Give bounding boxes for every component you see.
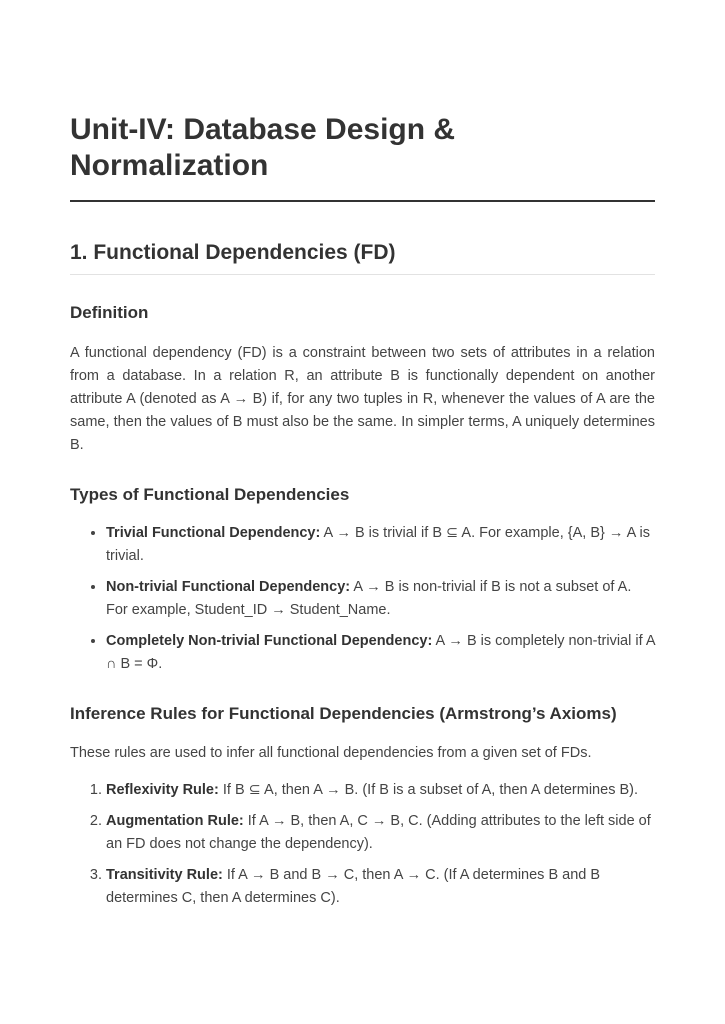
list-item-text: If A → B and B → C, then A → C. (If A determines B and B determines C, then A determines C). (106, 867, 601, 907)
subheading-inference-rules: Inference Rules for Functional Dependencies (Armstrong’s Axioms) (70, 703, 617, 723)
page-title: Unit-IV: Database Design & Normalization (70, 112, 655, 202)
list-item-term: Augmentation Rule: (106, 813, 244, 830)
list-item (106, 630, 655, 676)
inference-rules-list (70, 779, 655, 910)
subheading-definition: Definition (70, 303, 149, 323)
list-item-text: A → B is trivial if B ⊆ A. For example, {A, B} → A is trivial. (106, 524, 650, 564)
definition-paragraph: A functional dependency (FD) is a constraint between two sets of attributes in a relation from a database. In a relation R, an attribute B is functionally dependent on another attribute A (denoted as A → B) if, for any two tuples in R, whenever the values of A are the same, then the values of B must also be the same. In simpler terms, A uniquely determines B. (70, 344, 655, 453)
list-item-term: Completely Non-trivial Functional Dependency: (106, 632, 433, 649)
section-heading-functional-dependencies: 1. Functional Dependencies (FD) (70, 240, 655, 275)
list-item (106, 864, 655, 910)
list-item (106, 522, 655, 568)
list-item (106, 779, 655, 802)
list-item-term: Transitivity Rule: (106, 867, 223, 884)
list-item-text: If B ⊆ A, then A → B. (If B is a subset of A, then A determines B). (218, 782, 638, 799)
types-list (70, 522, 655, 676)
list-item (106, 810, 655, 856)
list-item-term: Trivial Functional Dependency: (106, 524, 321, 541)
list-item-text: A → B is non-trivial if B is not a subset of A. For example, Student_ID → Student_Name. (106, 578, 632, 618)
list-item-text: A → B is completely non-trivial if A ∩ B = Φ. (106, 632, 655, 672)
list-item-term: Non-trivial Functional Dependency: (106, 578, 351, 595)
subheading-types: Types of Functional Dependencies (70, 484, 350, 504)
list-item-term: Reflexivity Rule: (106, 782, 219, 799)
list-item-text: If A → B, then A, C → B, C. (Adding attributes to the left side of an FD does not change the dependency). (106, 813, 651, 853)
inference-intro-paragraph: These rules are used to infer all functional dependencies from a given set of FDs. (70, 745, 592, 762)
list-item (106, 576, 655, 622)
